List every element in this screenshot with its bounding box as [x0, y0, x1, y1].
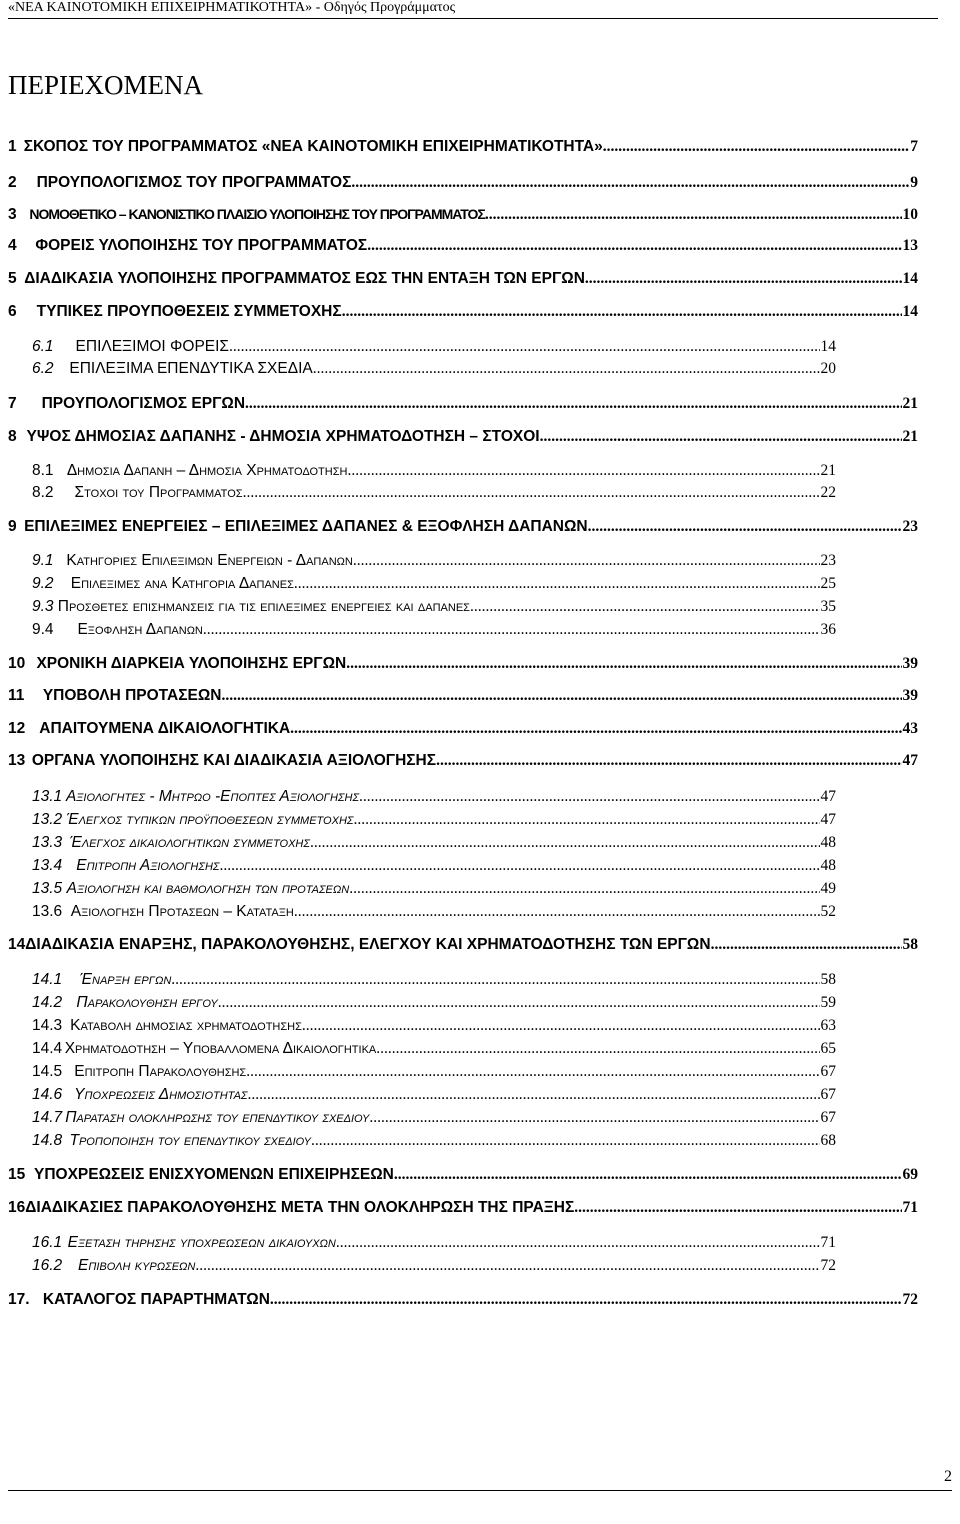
toc-leader-dots [220, 855, 820, 877]
toc-entry-label: ΥΠΟΒΟΛΗ ΠΡΟΤΑΣΕΩΝ [42, 687, 222, 704]
toc-entry-number: 6.2 [32, 360, 54, 377]
toc-leader-dots [574, 1197, 901, 1219]
toc-entry-number: 13.5 [32, 880, 63, 897]
toc-leader-dots [376, 1038, 819, 1060]
toc-leader-dots [171, 969, 819, 991]
toc-entry-number: 13.2 [32, 811, 63, 828]
toc-leader-dots [436, 750, 901, 772]
toc-leader-dots [588, 516, 902, 538]
toc-entry-label: Αξιολογηση Προτασεων – Καταταξη [70, 903, 294, 920]
toc-entry-number: 2 [8, 174, 17, 191]
toc-entry-13[interactable] [8, 750, 918, 772]
toc-entry-number: 14.1 [32, 971, 63, 988]
toc-leader-dots [243, 482, 820, 504]
toc-entry-page: 49 [820, 880, 836, 897]
toc-entry-14-3[interactable] [32, 1015, 836, 1037]
toc-entry-page: 71 [820, 1234, 836, 1251]
toc-entry-page: 14 [820, 338, 836, 355]
toc-leader-dots [248, 1084, 820, 1106]
toc-entry-label: Επιλεξιμες ανα Κατηγορια Δαπανες [70, 575, 294, 592]
toc-entry-label: ΚΑΤΑΛΟΓΟΣ ΠΑΡΑΡΤΗΜΑΤΩΝ [42, 1291, 270, 1308]
toc-entry-14-4[interactable] [32, 1038, 836, 1060]
toc-entry-label: ΥΠΟΧΡΕΩΣΕΙΣ ΕΝΙΣΧΥΟΜΕΝΩΝ ΕΠΙΧΕΙΡΗΣΕΩΝ [34, 1166, 394, 1183]
toc-leader-dots [346, 653, 901, 675]
toc-entry-number: 9.1 [32, 552, 54, 569]
toc-entry-label: ΥΨΟΣ ΔΗΜΟΣΙΑΣ ΔΑΠΑΝΗΣ - ΔΗΜΟΣΙΑ ΧΡΗΜΑΤΟΔΟΤΗΣΗ – ΣΤΟΧΟΙ [26, 428, 540, 445]
toc-entry-6-1[interactable] [32, 336, 836, 358]
toc-entry-page: 69 [902, 1166, 918, 1183]
toc-entry-number: 13.4 [32, 857, 63, 874]
toc-entry-label: ΔΙΑΔΙΚΑΣΙΑ ΥΛΟΠΟΙΗΣΗΣ ΠΡΟΓΡΑΜΜΑΤΟΣ ΕΩΣ ΤΗΝ ΕΝΤΑΞΗ ΤΩΝ ΕΡΓΩΝ [24, 270, 585, 287]
toc-entry-label: ΟΡΓΑΝΑ ΥΛΟΠΟΙΗΣΗΣ ΚΑΙ ΔΙΑΔΙΚΑΣΙΑ ΑΞΙΟΛΟΓΗΣΗΣ [31, 752, 437, 769]
toc-leader-dots [485, 204, 902, 226]
toc-entry-page: 71 [902, 1199, 918, 1216]
toc-entry-page: 65 [820, 1040, 836, 1057]
toc-entry-label: Εξεταση τηρησης υποχρεωσεων δικαιουχων [67, 1234, 336, 1251]
toc-entry-label: Επιτροπη Παρακολουθησης [74, 1063, 247, 1080]
toc-entry-number: 12 [8, 720, 26, 737]
toc-entry-13-3[interactable] [32, 832, 836, 854]
toc-entry-10[interactable] [8, 653, 918, 675]
toc-entry-14-5[interactable] [32, 1061, 836, 1083]
toc-entry-label: Καταβολη δημοσιας χρηματοδοτησης [70, 1017, 302, 1034]
toc-entry-8-2[interactable] [32, 482, 836, 504]
toc-entry-label: Προσθετες επισημανσεις για τις επιλεξιμες ενεργειες και δαπανες [57, 598, 470, 615]
running-header: «ΝΕΑ ΚΑΙΝΟΤΟΜΙΚΗ ΕΠΙΧΕΙΡΗΜΑΤΙΚΟΤΗΤΑ» - Οδηγός Προγράμματος [8, 0, 938, 19]
toc-entry-label: Εξοφληση Δαπανων [77, 621, 203, 638]
toc-entry-label: Έλεγχος τυπικων προϋποθεσεων συμμετοχης [66, 811, 354, 828]
toc-entry-number: 14.4 [32, 1040, 63, 1057]
toc-entry-page: 14 [902, 270, 918, 287]
toc-entry-8[interactable] [8, 426, 918, 448]
toc-entry-page: 67 [820, 1063, 836, 1080]
toc-entry-page: 13 [902, 237, 918, 254]
toc-leader-dots [367, 235, 901, 257]
toc-entry-page: 35 [820, 598, 836, 615]
toc-entry-page: 48 [820, 857, 836, 874]
toc-entry-14-8[interactable] [32, 1130, 836, 1152]
toc-entry-9[interactable] [8, 516, 918, 538]
toc-entry-number: 8.2 [32, 484, 54, 501]
toc-entry-16[interactable] [8, 1197, 918, 1219]
toc-entry-page: 59 [820, 994, 836, 1011]
toc-entry-9-3[interactable] [32, 596, 836, 618]
toc-entry-page: 23 [902, 518, 918, 535]
toc-entry-label: Στοχοι του Προγραμματος [74, 484, 243, 501]
toc-entry-page: 21 [820, 462, 836, 479]
toc-entry-13-6[interactable] [32, 901, 836, 923]
toc-entry-page: 58 [820, 971, 836, 988]
toc-entry-6[interactable] [8, 301, 918, 323]
toc-entry-number: 4 [8, 237, 17, 254]
toc-entry-13-4[interactable] [32, 855, 836, 877]
toc-entry-number: 16 [8, 1199, 26, 1216]
toc-entry-number: 6.1 [32, 338, 54, 355]
toc-entry-number: 16.1 [32, 1234, 63, 1251]
page-number: 2 [944, 1468, 952, 1485]
toc-leader-dots [302, 1015, 820, 1037]
toc-entry-label: Παρακολουθηση εργου [76, 994, 218, 1011]
toc-leader-dots [294, 573, 820, 595]
toc-entry-label: Έλεγχος δικαιολογητικων συμμετοχης [69, 834, 310, 851]
toc-entry-label: ΣΚΟΠΟΣ ΤΟΥ ΠΡΟΓΡΑΜΜΑΤΟΣ «ΝΕΑ ΚΑΙΝΟΤΟΜΙΚΗ ΕΠΙΧΕΙΡΗΜΑΤΙΚΟΤΗΤΑ» [23, 138, 603, 155]
toc-entry-number: 6 [8, 303, 17, 320]
toc-leader-dots [195, 1255, 819, 1277]
toc-entry-label: Παραταση ολοκληρωσης του επενδυτικου σχεδιου [65, 1109, 370, 1126]
toc-entry-page: 52 [820, 903, 836, 920]
toc-entry-page: 20 [820, 360, 836, 377]
toc-leader-dots [351, 172, 909, 194]
toc-entry-13-1[interactable] [32, 786, 836, 808]
toc-entry-11[interactable] [8, 685, 918, 707]
toc-entry-number: 11 [8, 687, 25, 704]
toc-entry-number: 9.2 [32, 575, 54, 592]
toc-entry-label: ΝΟΜΟΘΕΤΙΚΟ – ΚΑΝΟΝΙΣΤΙΚΟ ΠΛΑΙΣΙΟ ΥΛΟΠΟΙΗΣΗΣ ΤΟΥ ΠΡΟΓΡΑΜΜΑΤΟΣ [29, 206, 485, 222]
toc-entry-label: ΑΠΑΙΤΟΥΜΕΝΑ ΔΙΚΑΙΟΛΟΓΗΤΙΚΑ [39, 720, 291, 737]
toc-entry-number: 13 [8, 752, 26, 769]
toc-leader-dots [311, 1130, 820, 1152]
toc-entry-8-1[interactable] [32, 460, 836, 482]
toc-entry-label: Υποχρεωσεις Δημοσιοτητας [74, 1086, 248, 1103]
toc-entry-label: ΔΙΑΔΙΚΑΣΙΑ ΕΝΑΡΞΗΣ, ΠΑΡΑΚΟΛΟΥΘΗΣΗΣ, ΕΛΕΓΧΟΥ ΚΑΙ ΧΡΗΜΑΤΟΔΟΤΗΣΗΣ ΤΩΝ ΕΡΓΩΝ [25, 936, 711, 953]
toc-entry-14-1[interactable] [32, 969, 836, 991]
toc-entry-page: 39 [902, 687, 918, 704]
toc-entry-page: 43 [902, 720, 918, 737]
toc-entry-page: 68 [820, 1132, 836, 1149]
toc-entry-label: ΤΥΠΙΚΕΣ ΠΡΟΥΠΟΘΕΣΕΙΣ ΣΥΜΜΕΤΟΧΗΣ [36, 303, 342, 320]
toc-entry-page: 63 [820, 1017, 836, 1034]
toc-leader-dots [603, 136, 910, 158]
toc-entry-3[interactable] [8, 203, 918, 225]
toc-entry-page: 25 [820, 575, 836, 592]
toc-entry-page: 7 [910, 138, 918, 155]
toc-entry-16-1[interactable] [32, 1232, 836, 1254]
toc-entry-label: ΦΟΡΕΙΣ ΥΛΟΠΟΙΗΣΗΣ ΤΟΥ ΠΡΟΓΡΑΜΜΑΤΟΣ [35, 237, 368, 254]
toc-leader-dots [540, 426, 902, 448]
toc-entry-14-2[interactable] [32, 992, 836, 1014]
toc-entry-number: 9.4 [32, 621, 54, 638]
toc-entry-label: Τροποποιηση του επενδυτικου σχεδιου [69, 1132, 311, 1149]
toc-entry-number: 14.5 [32, 1063, 63, 1080]
toc-entry-number: 3 [8, 206, 17, 223]
toc-entry-7[interactable] [8, 393, 918, 415]
toc-entry-label: ΕΠΙΛΕΞΙΜΑ ΕΠΕΝΔΥΤΙΚΑ ΣΧΕΔΙΑ [69, 360, 313, 377]
toc-entry-number: 8.1 [32, 462, 54, 479]
toc-entry-16-2[interactable] [32, 1255, 836, 1277]
toc-leader-dots [353, 550, 820, 572]
toc-entry-page: 21 [902, 395, 918, 412]
toc-entry-number: 9.3 [32, 598, 54, 615]
toc-entry-number: 16.2 [32, 1257, 63, 1274]
toc-entry-label: ΧΡΟΝΙΚΗ ΔΙΑΡΚΕΙΑ ΥΛΟΠΟΙΗΣΗΣ ΕΡΓΩΝ [36, 655, 347, 672]
toc-entry-label: Έναρξη εργων [79, 971, 172, 988]
toc-leader-dots [585, 268, 902, 290]
toc-leader-dots [313, 358, 820, 380]
toc-entry-page: 67 [820, 1086, 836, 1103]
toc-leader-dots [203, 619, 820, 641]
toc-entry-label: Χρηματοδοτηση – Υποβαλλομενα Δικαιολογητικα [64, 1040, 377, 1057]
toc-leader-dots [342, 301, 902, 323]
toc-entry-13-5[interactable] [32, 878, 836, 900]
toc-entry-page: 72 [902, 1291, 918, 1308]
toc-entry-number: 14.7 [32, 1109, 63, 1126]
toc-leader-dots [354, 809, 820, 831]
toc-entry-page: 14 [902, 303, 918, 320]
toc-entry-label: ΠΡΟΥΠΟΛΟΓΙΣΜΟΣ ΤΟΥ ΠΡΟΓΡΑΜΜΑΤΟΣ [36, 174, 352, 191]
toc-entry-2[interactable] [8, 172, 918, 194]
toc-leader-dots [218, 992, 820, 1014]
toc-leader-dots [270, 1289, 902, 1311]
toc-entry-number: 1 [8, 138, 17, 155]
toc-entry-label: Αξιολογητες - Μητρωο -Εποπτες Αξιολογησης [65, 788, 360, 805]
toc-entry-17[interactable] [8, 1289, 918, 1311]
toc-entry-label: ΕΠΙΛΕΞΙΜΟΙ ΦΟΡΕΙΣ [75, 338, 230, 355]
toc-entry-number: 7 [8, 395, 17, 412]
toc-entry-page: 47 [820, 788, 836, 805]
toc-leader-dots [470, 596, 820, 618]
toc-entry-number: 9 [8, 518, 17, 535]
toc-leader-dots [221, 685, 901, 707]
toc-entry-14-7[interactable] [32, 1107, 836, 1129]
toc-entry-15[interactable] [8, 1164, 918, 1186]
toc-entry-5[interactable] [8, 268, 918, 290]
toc-entry-page: 36 [820, 621, 836, 638]
toc-leader-dots [359, 786, 819, 808]
toc-leader-dots [349, 878, 819, 900]
toc-entry-page: 9 [910, 174, 918, 191]
toc-entry-number: 17. [8, 1291, 30, 1308]
toc-entry-1[interactable] [8, 136, 918, 158]
toc-entry-12[interactable] [8, 718, 918, 740]
toc-entry-label: Δημοσια Δαπανη – Δημοσια Χρηματοδοτηση [66, 462, 348, 479]
toc-entry-page: 23 [820, 552, 836, 569]
footer-rule [8, 1490, 952, 1491]
toc-entry-number: 14.3 [32, 1017, 63, 1034]
toc-entry-13-2[interactable] [32, 809, 836, 831]
toc-entry-number: 13.1 [32, 788, 63, 805]
toc-entry-label: ΕΠΙΛΕΞΙΜΕΣ ΕΝΕΡΓΕΙΕΣ – ΕΠΙΛΕΞΙΜΕΣ ΔΑΠΑΝΕΣ & ΕΞΟΦΛΗΣΗ ΔΑΠΑΝΩΝ [24, 518, 588, 535]
toc-entry-14-6[interactable] [32, 1084, 836, 1106]
toc-entry-label: ΔΙΑΔΙΚΑΣΙΕΣ ΠΑΡΑΚΟΛΟΥΘΗΣΗΣ ΜΕΤΑ ΤΗΝ ΟΛΟΚΛΗΡΩΣΗ ΤΗΣ ΠΡΑΞΗΣ [25, 1199, 575, 1216]
toc-leader-dots [229, 336, 819, 358]
toc-entry-number: 10 [8, 655, 26, 672]
toc-entry-page: 72 [820, 1257, 836, 1274]
toc-entry-number: 14.8 [32, 1132, 63, 1149]
toc-entry-label: Επιβολη κυρωσεων [78, 1257, 196, 1274]
toc-entry-label: Αξιολογηση και βαθμολογηση των προτασεων [66, 880, 350, 897]
toc-entry-number: 13.6 [32, 903, 63, 920]
toc-entry-14[interactable] [8, 934, 918, 956]
toc-entry-page: 39 [902, 655, 918, 672]
toc-entry-page: 67 [820, 1109, 836, 1126]
toc-entry-page: 47 [902, 752, 918, 769]
toc-leader-dots [394, 1164, 902, 1186]
toc-entry-page: 48 [820, 834, 836, 851]
toc-entry-label: ΠΡΟΥΠΟΛΟΓΙΣΜΟΣ ΕΡΓΩΝ [41, 395, 246, 412]
toc-entry-9-2[interactable] [32, 573, 836, 595]
toc-entry-number: 14 [8, 936, 26, 953]
toc-leader-dots [711, 934, 902, 956]
page-title: ΠΕΡΙΕΧΟΜΕΝΑ [8, 70, 203, 100]
toc-entry-6-2[interactable] [32, 358, 836, 380]
toc-leader-dots [310, 832, 820, 854]
toc-leader-dots [336, 1232, 820, 1254]
toc-entry-page: 58 [902, 936, 918, 953]
toc-entry-page: 22 [820, 484, 836, 501]
toc-entry-number: 14.6 [32, 1086, 63, 1103]
toc-entry-number: 13.3 [32, 834, 63, 851]
toc-entry-page: 47 [820, 811, 836, 828]
toc-entry-number: 5 [8, 270, 17, 287]
toc-entry-9-1[interactable] [32, 550, 836, 572]
toc-leader-dots [290, 718, 901, 740]
toc-entry-page: 10 [902, 206, 918, 223]
toc-entry-label: Επιτροπη Αξιολογησης [76, 857, 220, 874]
toc-leader-dots [246, 1061, 819, 1083]
toc-entry-9-4[interactable] [32, 619, 836, 641]
toc-entry-number: 15 [8, 1166, 26, 1183]
toc-leader-dots [347, 460, 819, 482]
toc-entry-number: 14.2 [32, 994, 63, 1011]
toc-entry-number: 8 [8, 428, 17, 445]
toc-leader-dots [369, 1107, 819, 1129]
toc-entry-4[interactable] [8, 235, 918, 257]
toc-leader-dots [245, 393, 901, 415]
toc-leader-dots [294, 901, 820, 923]
toc-entry-label: Κατηγοριες Επιλεξιμων Ενεργειων - Δαπανων [66, 552, 353, 569]
toc-entry-page: 21 [902, 428, 918, 445]
